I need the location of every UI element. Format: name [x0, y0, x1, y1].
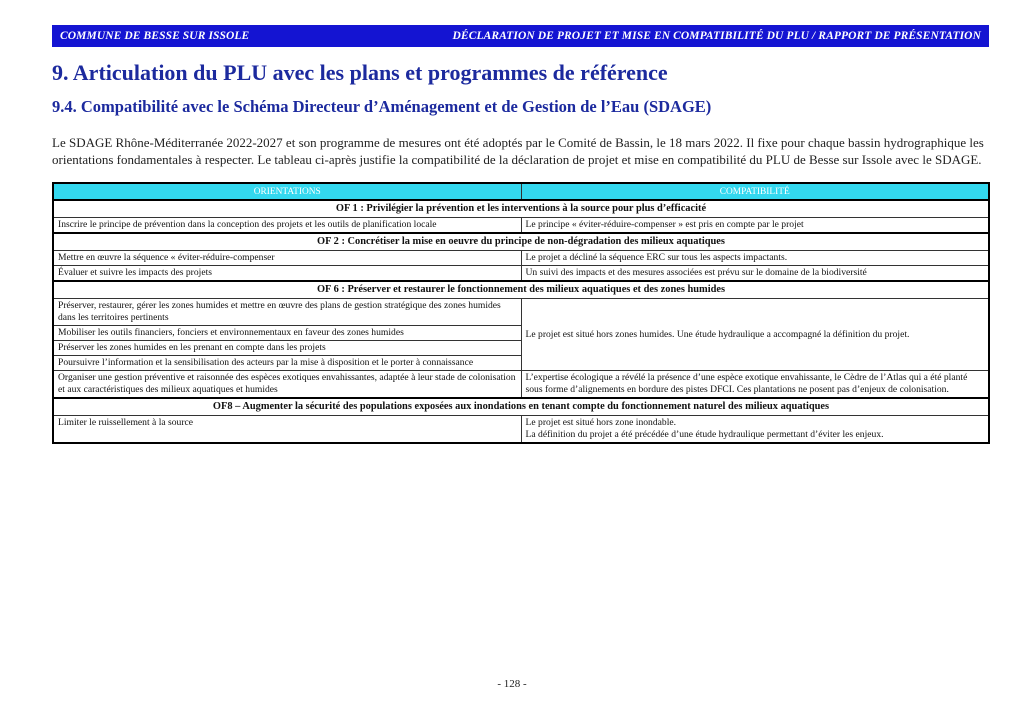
table-row	[53, 416, 989, 444]
table-row	[53, 218, 989, 234]
compatibility-cell	[521, 416, 989, 444]
section-subtitle: 9.4. Compatibilité avec le Schéma Directeur d’Aménagement et de Gestion de l’Eau (SDAGE)	[52, 97, 712, 116]
page-number: - 128 -	[497, 678, 527, 690]
of6-title: OF 6 : Préserver et restaurer le fonctionnement des milieux aquatiques et des zones humides	[53, 281, 989, 299]
orientation-cell: Préserver, restaurer, gérer les zones humides et mettre en œuvre des plans de gestion stratégique des zones humides dans les territoires pertinents	[53, 299, 521, 326]
orientation-cell: Organiser une gestion préventive et raisonnée des espèces exotiques envahissantes, adaptée à leur stade de colonisation et aux caractéristiques des milieux aquatiques et humides	[53, 371, 521, 399]
compatibility-cell: Le principe « éviter-réduire-compenser » est pris en compte par le projet	[521, 218, 989, 234]
orientation-cell: Limiter le ruissellement à la source	[53, 416, 521, 444]
page-title: 9. Articulation du PLU avec les plans et programmes de référence	[52, 60, 668, 85]
section-row	[53, 233, 989, 251]
of1-title: OF 1 : Privilégier la prévention et les interventions à la source pour plus d’efficacité	[53, 200, 989, 218]
table-row	[53, 251, 989, 266]
compatibility-cell: Un suivi des impacts et des mesures associées est prévu sur le domaine de la biodiversité	[521, 266, 989, 282]
orientation-cell: Mettre en œuvre la séquence « éviter-réduire-compenser	[53, 251, 521, 266]
section-row	[53, 398, 989, 416]
table-row	[53, 266, 989, 282]
section-row	[53, 281, 989, 299]
section-row	[53, 200, 989, 218]
table-row	[53, 371, 989, 399]
header-banner	[52, 25, 989, 47]
intro-paragraph: Le SDAGE Rhône-Méditerranée 2022-2027 et son programme de mesures ont été adoptés par le Comité de Bassin, le 18 mars 2022. Il fixe pour chaque bassin hydrographique les orientations fondamentales à respecter. Le tableau ci-après justifie la compatibilité de la déclaration de projet et mise en compatibilité du PLU de Besse sur Issole avec le SDAGE.	[52, 135, 984, 167]
orientation-cell: Mobiliser les outils financiers, fonciers et environnementaux en faveur des zones humides	[53, 326, 521, 341]
compatibility-cell-merged: Le projet est situé hors zones humides. Une étude hydraulique a accompagné la définition du projet.	[521, 299, 989, 371]
header-right: DÉCLARATION DE PROJET ET MISE EN COMPATIBILITÉ DU PLU / RAPPORT DE PRÉSENTATION	[452, 30, 981, 42]
of2-title: OF 2 : Concrétiser la mise en oeuvre du principe de non-dégradation des milieux aquatiques	[53, 233, 989, 251]
compatibility-line: La définition du projet a été précédée d’une étude hydraulique permettant d’éviter les enjeux.	[525, 429, 884, 440]
column-header-compatibilite: COMPATIBILITÉ	[521, 183, 989, 200]
orientation-cell: Préserver les zones humides en les prenant en compte dans les projets	[53, 341, 521, 356]
of8-title: OF8 – Augmenter la sécurité des populations exposées aux inondations en tenant compte du fonctionnement naturel des milieux aquatiques	[53, 398, 989, 416]
orientation-cell: Inscrire le principe de prévention dans la conception des projets et les outils de planification locale	[53, 218, 521, 234]
table-header-row	[53, 183, 989, 200]
column-header-orientations: ORIENTATIONS	[53, 183, 521, 200]
compatibility-cell: Le projet a décliné la séquence ERC sur tous les aspects impactants.	[521, 251, 989, 266]
orientation-cell: Poursuivre l’information et la sensibilisation des acteurs par la mise à disposition et le porter à connaissance	[53, 356, 521, 371]
compatibility-table	[52, 182, 990, 444]
table-row	[53, 299, 989, 326]
compatibility-cell: L’expertise écologique a révélé la présence d’une espèce exotique envahissante, le Cèdre de l’Atlas qui a été planté sous forme d’alignements en bordure des pistes DFCI. Ces plantations ne posent pas d’enjeux de colonisation.	[521, 371, 989, 399]
orientation-cell: Évaluer et suivre les impacts des projets	[53, 266, 521, 282]
header-left: COMMUNE DE BESSE SUR ISSOLE	[60, 30, 250, 42]
compatibility-line: Le projet est situé hors zone inondable.	[525, 417, 677, 428]
